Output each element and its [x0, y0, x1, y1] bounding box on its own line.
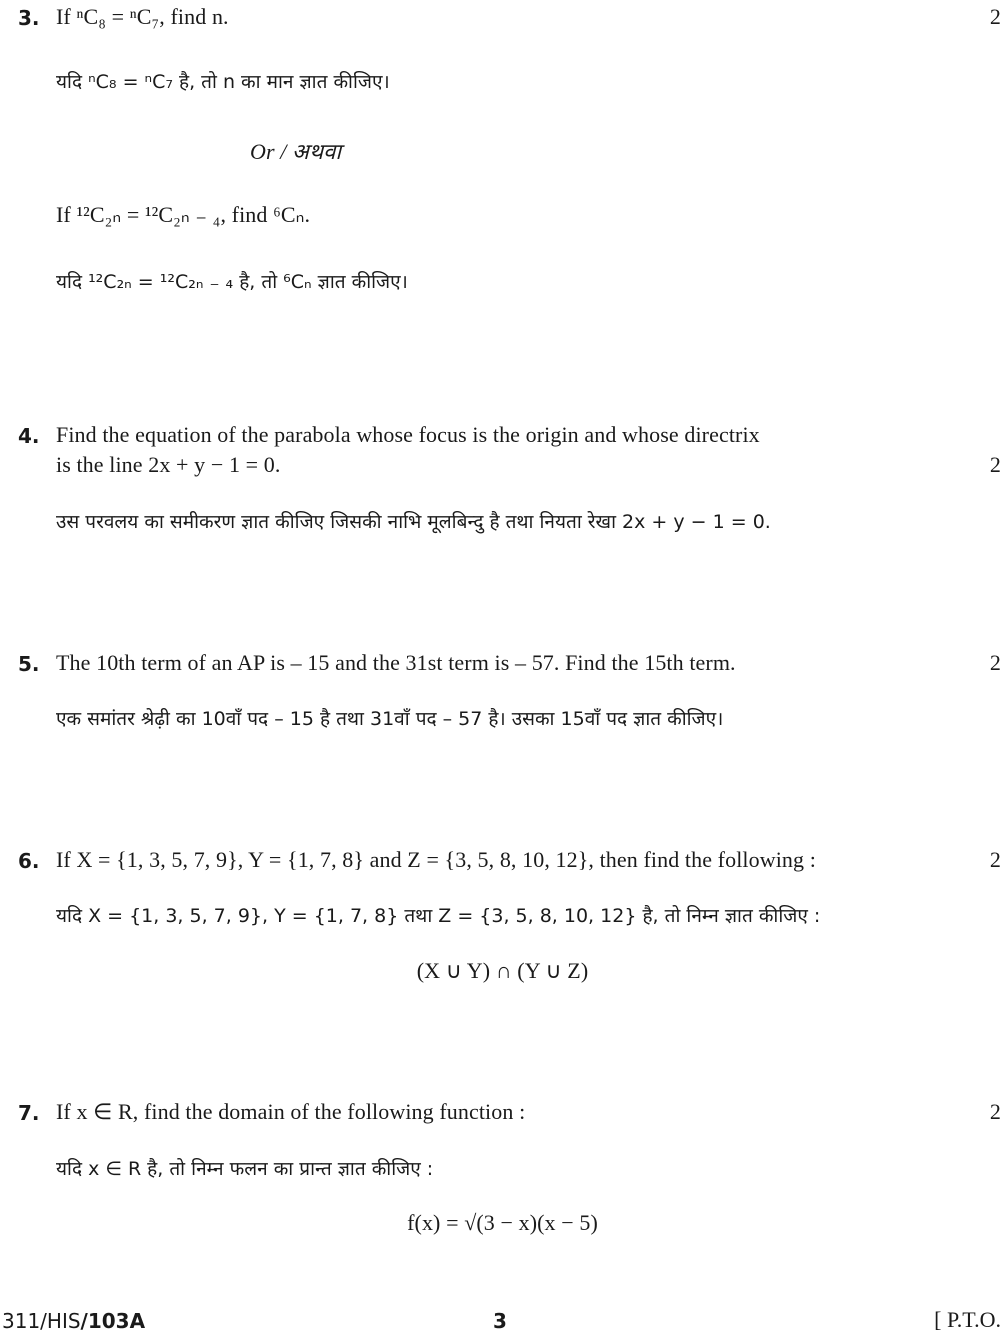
question-number: 3.	[18, 6, 40, 30]
question-marks: 2	[989, 4, 1001, 29]
question-text-hi-alt: यदि ¹²C₂ₙ = ¹²C₂ₙ ₋ ₄ है, तो ⁶Cₙ ज्ञात कीजिए।	[56, 271, 408, 293]
pto-label: [ P.T.O.	[934, 1307, 1001, 1332]
question-text-hi: एक समांतर श्रेढ़ी का 10वाँ पद – 15 है तथा 31वाँ पद – 57 है। उसका 15वाँ पद ज्ञात कीजिए।	[56, 708, 724, 730]
set-expression: (X ∪ Y) ∩ (Y ∪ Z)	[416, 958, 589, 983]
page-number: 3	[493, 1309, 507, 1333]
question-text-hi: यदि X = {1, 3, 5, 7, 9}, Y = {1, 7, 8} तथा Z = {3, 5, 8, 10, 12} है, तो निम्न ज्ञात कीजिए :	[56, 905, 821, 927]
question-number: 5.	[18, 652, 40, 676]
question-number: 4.	[18, 424, 40, 448]
paper-code-suffix: /103A	[80, 1309, 146, 1333]
paper-code-prefix: 311/HIS	[2, 1309, 81, 1333]
question-number: 7.	[18, 1101, 40, 1125]
question-text-hi: यदि x ∈ R है, तो निम्न फलन का प्रान्त ज्ञात कीजिए :	[56, 1158, 434, 1180]
question-text-en: The 10th term of an AP is – 15 and the 31st term is – 57. Find the 15th term.	[56, 650, 736, 675]
question-text-en-line1: Find the equation of the parabola whose focus is the origin and whose directrix	[56, 422, 760, 447]
paper-code	[2, 1309, 145, 1333]
question-text-en: If ⁿC₈ = ⁿC₇, find n.	[56, 4, 229, 29]
question-marks: 2	[989, 650, 1001, 675]
question-number: 6.	[18, 849, 40, 873]
question-text-hi: यदि ⁿC₈ = ⁿC₇ है, तो n का मान ज्ञात कीजिए।	[56, 71, 390, 93]
question-text-en: If X = {1, 3, 5, 7, 9}, Y = {1, 7, 8} and Z = {3, 5, 8, 10, 12}, then find the following :	[56, 847, 816, 872]
question-text-en-alt: If ¹²C₂ₙ = ¹²C₂ₙ ₋ ₄, find ⁶Cₙ.	[56, 202, 311, 227]
question-marks: 2	[989, 1099, 1001, 1124]
function-expression: f(x) = √(3 − x)(x − 5)	[407, 1210, 598, 1235]
question-text-en: If x ∈ R, find the domain of the following function :	[56, 1099, 526, 1124]
question-text-en-line2: is the line 2x + y − 1 = 0.	[56, 452, 281, 477]
question-marks: 2	[989, 847, 1001, 872]
or-separator: Or / अथवा	[250, 139, 342, 164]
question-marks: 2	[989, 452, 1001, 477]
question-text-hi: उस परवलय का समीकरण ज्ञात कीजिए जिसकी नाभि मूलबिन्दु है तथा नियता रेखा 2x + y − 1 = 0.	[56, 511, 771, 533]
